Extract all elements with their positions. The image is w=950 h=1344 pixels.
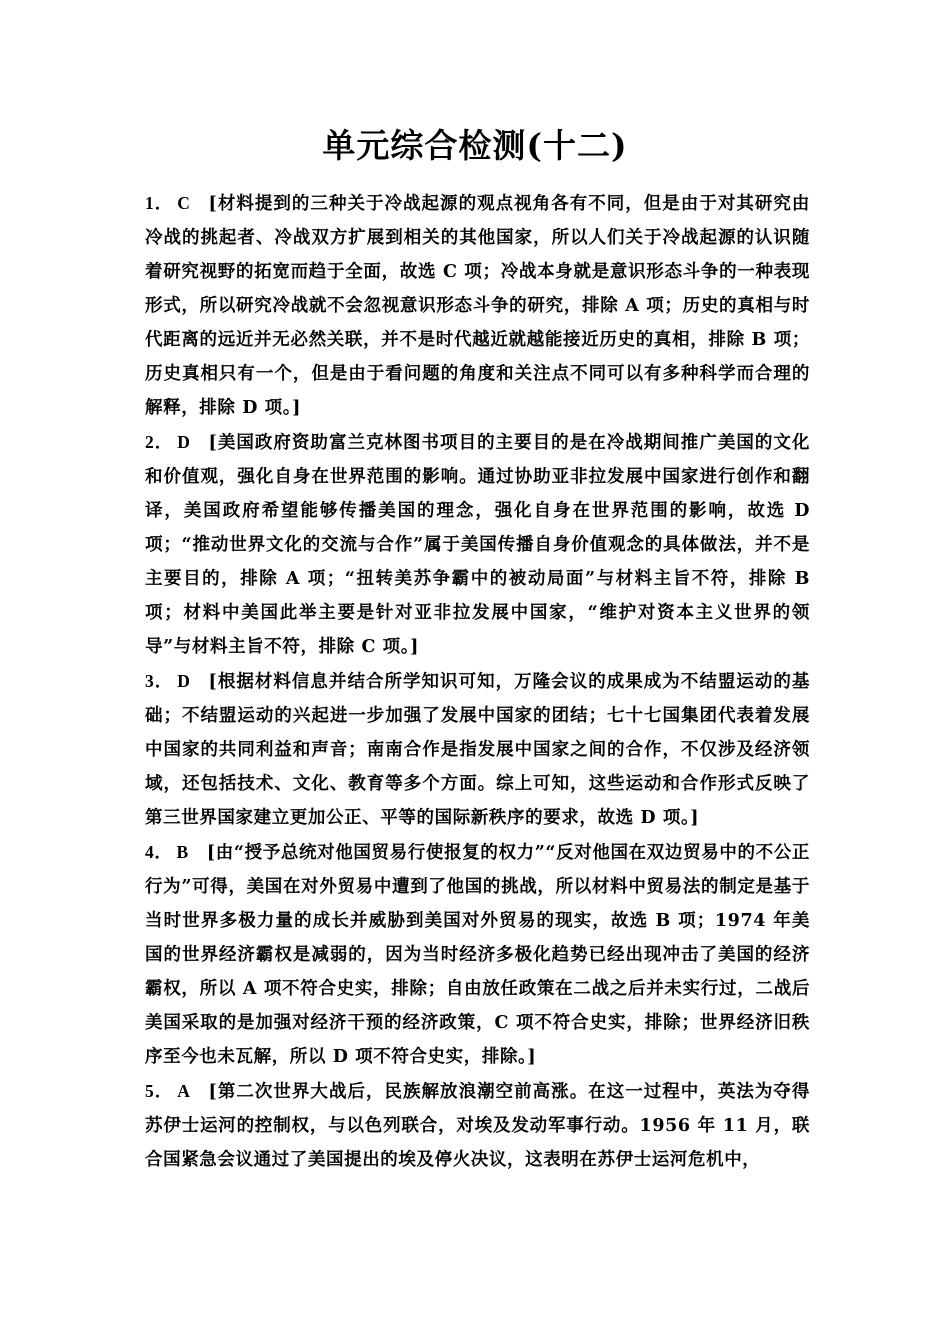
answer-item-1: [145, 186, 810, 425]
answer-explanation: [材料提到的三种关于冷战起源的观点视角各有不同，但是由于对其研究由冷战的挑起者、冷战双方扩展到相关的其他国家，所以人们关于冷战起源的认识随着研究视野的拓宽而趋于全面，故选 C 项；冷战本身就是意识形态斗争的一种表现形式，所以研究冷战就不会忽视意识形态斗争的研究，排除 A 项；历史的真相与时代距离的远近并无必然关联，并不是时代越近就越能接近历史的真相，排除 B 项；历史真相只有一个，但是由于看问题的角度和关注点不同可以有多种科学而合理的解释，排除 D 项。]: [145, 194, 811, 418]
answer-choice: A: [177, 1081, 191, 1101]
answer-number: 4．: [145, 842, 173, 862]
answer-choice: C: [177, 193, 191, 213]
answer-number: 1．: [145, 193, 174, 213]
answer-explanation: [第二次世界大战后，民族解放浪潮空前高涨。在这一过程中，英法为夺得苏伊士运河的控制权，与以色列联合，对埃及发动军事行动。1956 年 11 月，联合国紧急会议通过了美国提出的埃及停火决议，这表明在苏伊士运河危机中，: [145, 1082, 811, 1170]
answer-item-3: [145, 664, 810, 835]
answer-choice: D: [177, 432, 191, 452]
answer-number: 2．: [145, 432, 174, 452]
answer-number: 5．: [145, 1081, 174, 1101]
answer-explanation: [根据材料信息并结合所学知识可知，万隆会议的成果成为不结盟运动的基础；不结盟运动的兴起进一步加强了发展中国家的团结；七十七国集团代表着发展中国家的共同利益和声音；南南合作是指发展中国家之间的合作，不仅涉及经济领域，还包括技术、文化、教育等多个方面。综上可知，这些运动和合作形式反映了第三世界国家建立更加公正、平等的国际新秩序的要求，故选 D 项。]: [145, 672, 811, 828]
answer-item-2: [145, 425, 810, 664]
answer-choice: B: [176, 842, 189, 862]
answer-explanation: [美国政府资助富兰克林图书项目的主要目的是在冷战期间推广美国的文化和价值观，强化自身在世界范围的影响。通过协助亚非拉发展中国家进行创作和翻译，美国政府希望能够传播美国的理念，强化自身在世界范围的影响，故选 D 项；“推动世界文化的交流与合作”属于美国传播自身价值观念的具体做法，并不是主要目的，排除 A 项；“扭转美苏争霸中的被动局面”与材料主旨不符，排除 B 项；材料中美国此举主要是针对亚非拉发展中国家，“维护对资本主义世界的领导”与材料主旨不符，排除 C 项。]: [145, 433, 811, 657]
answer-list: [145, 186, 810, 1177]
answer-explanation: [由“授予总统对他国贸易行使报复的权力”“反对他国在双边贸易中的不公正行为”可得，美国在对外贸易中遭到了他国的挑战，所以材料中贸易法的制定是基于当时世界多极力量的成长并威胁到美国对外贸易的现实，故选 B 项；1974 年美国的世界经济霸权是减弱的，因为当时经济多极化趋势已经出现冲击了美国的经济霸权，所以 A 项不符合史实，排除；自由放任政策在二战之后并未实行过，二战后美国采取的是加强对经济干预的经济政策，C 项不符合史实，排除；世界经济旧秩序至今也未瓦解，所以 D 项不符合史实，排除。]: [145, 843, 810, 1067]
answer-item-4: [145, 835, 810, 1074]
page-title: 单元综合检测(十二): [322, 126, 628, 165]
answer-number: 3．: [145, 671, 174, 691]
answer-choice: D: [177, 671, 191, 691]
answer-item-5: [145, 1074, 810, 1177]
